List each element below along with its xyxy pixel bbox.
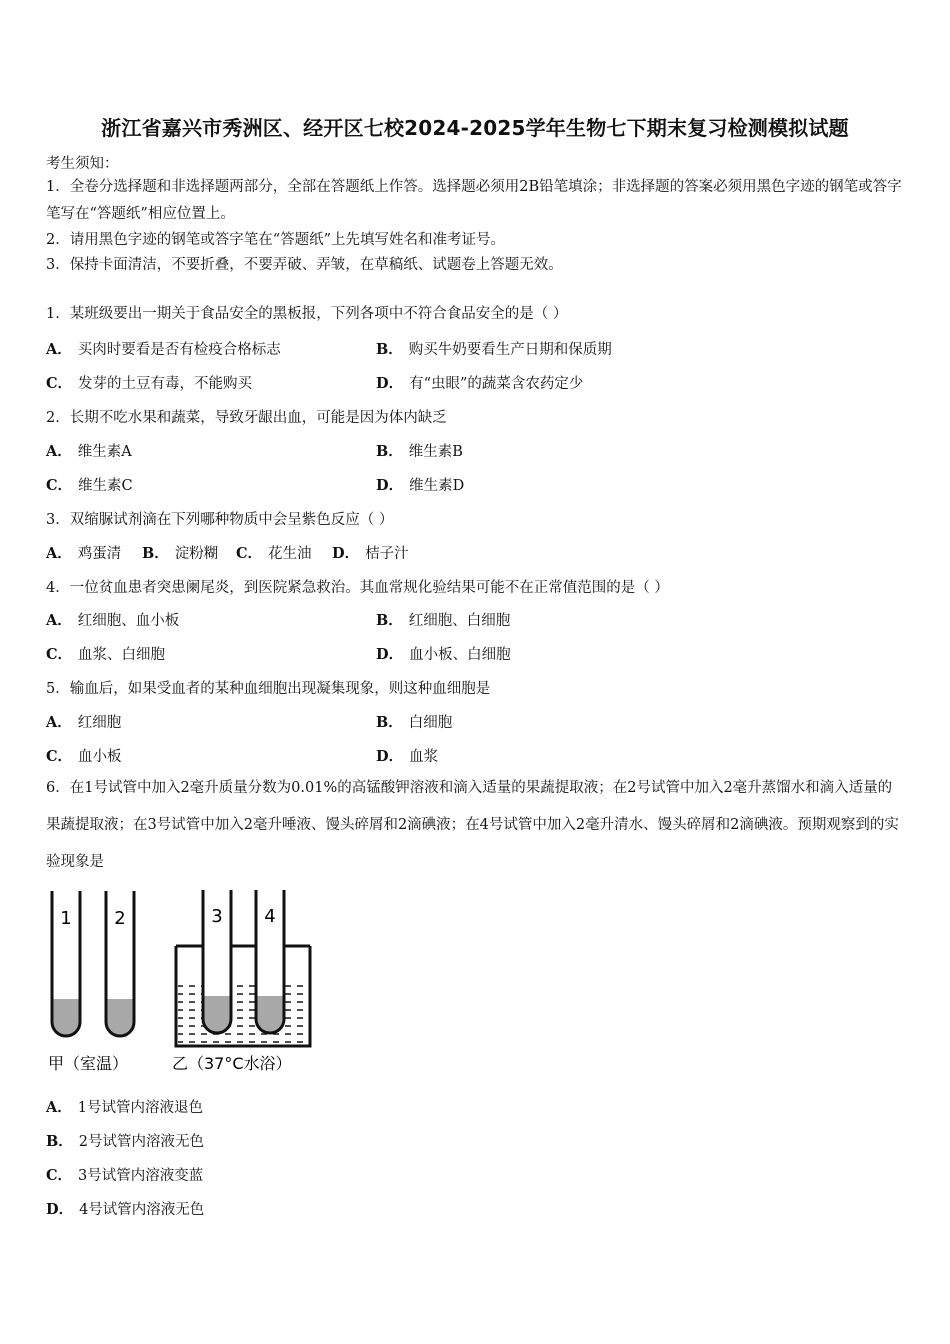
water-bath <box>176 946 310 1046</box>
test-tube-diagram <box>44 886 320 1076</box>
question-4-option-d: D． 血小板、白细胞 <box>376 646 511 663</box>
notice-item-1: 1．全卷分选择题和非选择题两部分，全部在答题纸上作答。选择题必须用2B铅笔填涂；非选择题的答案必须用黑色字迹的钢笔或答字笔写在“答题纸”相应位置上。 <box>46 179 902 222</box>
question-3-option-d: D． 桔子汁 <box>332 545 409 562</box>
question-4-option-a: A． 红细胞、血小板 <box>46 612 180 629</box>
caption-room-temperature: 甲（室温） <box>48 1054 129 1073</box>
question-6-option-a: A． 1号试管内溶液退色 <box>46 1099 203 1116</box>
question-2-option-d: D． 维生素D <box>376 477 465 494</box>
question-6-option-b: B． 2号试管内溶液无色 <box>46 1133 204 1150</box>
tube-4-label: 4 <box>264 906 276 927</box>
notice-heading: 考生须知： <box>46 156 119 172</box>
tube-1-label: 1 <box>60 908 72 929</box>
question-4-option-b: B． 红细胞、白细胞 <box>376 612 511 629</box>
question-2-option-a: A． 维生素A <box>46 443 132 460</box>
question-3-option-c: C． 花生油 <box>236 545 312 562</box>
question-1-option-c: C． 发芽的土豆有毒，不能购买 <box>46 375 253 392</box>
caption-water-bath: 乙（37°C水浴） <box>172 1054 292 1073</box>
question-2-option-b: B． 维生素B <box>376 443 463 460</box>
question-6-option-d: D． 4号试管内溶液无色 <box>46 1201 205 1218</box>
question-2-option-c: C． 维生素C <box>46 477 133 494</box>
question-5-option-a: A． 红细胞 <box>46 714 122 731</box>
question-5-option-c: C． 血小板 <box>46 748 122 765</box>
question-3-option-a: A． 鸡蛋清 <box>46 545 122 562</box>
question-1-stem: 1．某班级要出一期关于食品安全的黑板报，下列各项中不符合食品安全的是（ ） <box>46 306 568 322</box>
question-1-option-b: B． 购买牛奶要看生产日期和保质期 <box>376 341 612 358</box>
question-1-option-a: A． 买肉时要看是否有检疫合格标志 <box>46 341 281 358</box>
question-5-option-d: D． 血浆 <box>376 748 439 765</box>
tube-2-label: 2 <box>114 908 126 929</box>
notice-item-3: 3．保持卡面清洁，不要折叠，不要弄破、弄皱，在草稿纸、试题卷上答题无效。 <box>46 257 563 273</box>
question-4-option-c: C． 血浆、白细胞 <box>46 646 166 663</box>
question-4-stem: 4．一位贫血患者突患阑尾炎，到医院紧急救治。其血常规化验结果可能不在正常值范围的是（ ） <box>46 580 669 596</box>
tube-3-label: 3 <box>211 906 223 927</box>
question-3-stem: 3．双缩脲试剂滴在下列哪种物质中会呈紫色反应（ ） <box>46 512 394 528</box>
question-1-option-d: D． 有“虫眼”的蔬菜含农药定少 <box>376 375 584 392</box>
question-3-option-b: B． 淀粉糊 <box>142 545 219 562</box>
notice-item-2: 2．请用黑色字迹的钢笔或答字笔在“答题纸”上先填写姓名和准考证号。 <box>46 232 506 248</box>
document-title: 浙江省嘉兴市秀洲区、经开区七校2024-2025学年生物七下期末复习检测模拟试题 <box>101 116 849 140</box>
question-6-stem: 6．在1号试管中加入2毫升质量分数为0.01%的高锰酸钾溶液和滴入适量的果蔬提取液；在2号试管中加入2毫升蒸馏水和滴入适量的果蔬提取液；在3号试管中加入2毫升唾液、馒头碎屑和2滴碘液；在4号试管中加入2毫升清水、馒头碎屑和2滴碘液。预期观察到的实验现象是 <box>46 780 899 870</box>
question-5-option-b: B． 白细胞 <box>376 714 453 731</box>
question-5-stem: 5．输血后，如果受血者的某种血细胞出现凝集现象，则这种血细胞是 <box>46 681 491 697</box>
question-6-option-c: C． 3号试管内溶液变蓝 <box>46 1167 204 1184</box>
test-tube-figure <box>44 886 320 1076</box>
question-2-stem: 2．长期不吃水果和蔬菜，导致牙龈出血，可能是因为体内缺乏 <box>46 410 447 426</box>
